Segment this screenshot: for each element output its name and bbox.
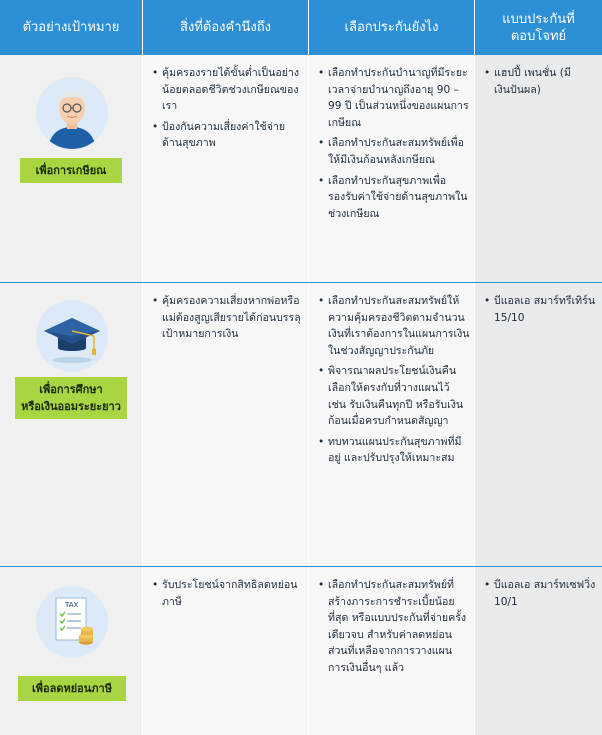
table-row-retirement: [0, 55, 602, 282]
list-item: • แฮปปี้ เพนชั่น (มีเงินปันผล): [483, 65, 598, 98]
list-item: • เลือกทำประกันสะสมทรัพย์เพื่อให้มีเงินก้อนหลังเกษียณ: [317, 135, 470, 168]
header-how-to-choose: เลือกประกันยังไง: [344, 20, 439, 35]
goal-cell: [0, 283, 142, 566]
considerations-cell: [143, 567, 308, 735]
list-item: • บีแอลเอ สมาร์ทรีเทิร์น 15/10: [483, 293, 598, 326]
goal-cell: [0, 567, 142, 735]
list-item: • คุ้มครองรายได้ขั้นต่ำเป็นอย่างน้อยตลอดชีวิตช่วงเกษียณของเรา: [151, 65, 304, 115]
table-row-tax: [0, 567, 602, 735]
goal-label: เพื่อการเกษียณ: [20, 158, 122, 183]
header-goal-example: ตัวอย่างเป้าหมาย: [22, 20, 120, 35]
list-item: • ทบทวนแผนประกันสุขภาพที่มีอยู่ และปรับปรุงให้เหมาะสม: [317, 434, 470, 467]
list-item: • บีแอลเอ สมาร์ทเซฟวิ่ง 10/1: [483, 577, 598, 610]
goal-label: เพื่อลดหย่อนภาษี: [18, 676, 126, 701]
table-header: [0, 0, 602, 55]
goal-cell: [0, 55, 142, 282]
list-item: • เลือกทำประกันสุขภาพเพื่อรองรับค่าใช้จ่ายด้านสุขภาพในช่วงเกษียณ: [317, 173, 470, 223]
goal-label-line1: เพื่อการศึกษา: [39, 383, 103, 396]
products-cell: [475, 283, 602, 566]
choices-cell: [309, 567, 474, 735]
goal-label-line2: หรือเงินออมระยะยาว: [21, 400, 121, 413]
table-row-education: [0, 283, 602, 566]
choices-cell: [309, 55, 474, 282]
header-considerations: สิ่งที่ต้องคำนึงถึง: [180, 20, 271, 35]
considerations-cell: [143, 283, 308, 566]
list-item: • เลือกทำประกันสะสมทรัพย์ที่สร้างภาระการชำระเบี้ยน้อยที่สุด หรือแบบประกันที่จ่ายครั้งเดียวจบ สำหรับค่าลดหย่อนส่วนที่เหลือจากการวางแผนการเงินอื่นๆ แล้ว: [317, 577, 470, 677]
list-item: • คุ้มครองความเสี่ยงหากพ่อหรือแม่ต้องสูญเสียรายได้ก่อนบรรลุเป้าหมายการเงิน: [151, 293, 304, 343]
retiree-icon: [36, 77, 108, 149]
products-cell: [475, 55, 602, 282]
list-item: • พิจารณาผลประโยชน์เงินคืน เลือกให้ตรงกับที่วางแผนไว้ เช่น รับเงินคืนทุกปี หรือรับเงินก้อนเมื่อครบกำหนดสัญญา: [317, 363, 470, 429]
considerations-cell: [143, 55, 308, 282]
svg-text:TAX: TAX: [65, 601, 79, 609]
list-item: • ป้องกันความเสี่ยงค่าใช้จ่ายด้านสุขภาพ: [151, 119, 304, 152]
choices-cell: [309, 283, 474, 566]
tax-document-icon: [36, 586, 108, 658]
goal-label: [15, 377, 127, 419]
list-item: • รับประโยชน์จากสิทธิลดหย่อนภาษี: [151, 577, 304, 610]
list-item: • เลือกทำประกันบำนาญที่มีระยะเวลาจ่ายบำนาญถึงอายุ 90 – 99 ปี เป็นส่วนหนึ่งของแผนการเกษียณ: [317, 65, 470, 131]
graduation-cap-icon: [36, 300, 108, 372]
header-suitable-plan: แบบประกันที่ตอบโจทย์: [502, 11, 575, 44]
list-item: • เลือกทำประกันสะสมทรัพย์ให้ความคุ้มครองชีวิตตามจำนวนเงินที่เราต้องการในแผนการเงินในช่วงสัญญาประกันภัย: [317, 293, 470, 359]
products-cell: [475, 567, 602, 735]
